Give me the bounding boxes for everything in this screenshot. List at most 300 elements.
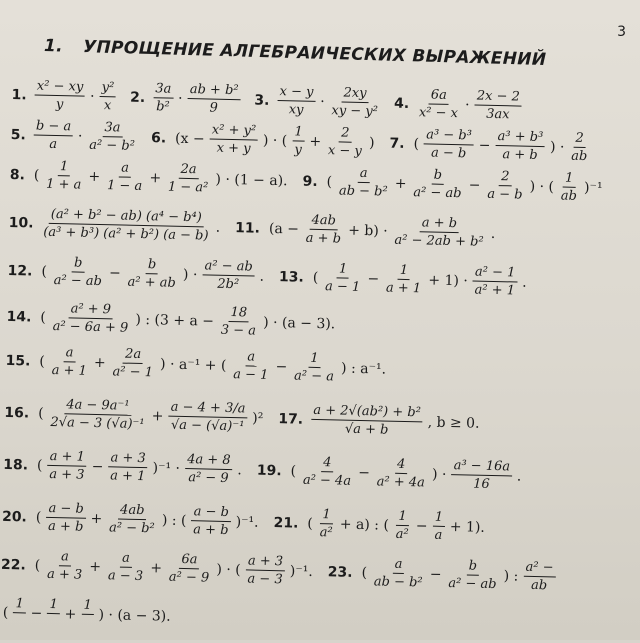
expression-text: − bbox=[30, 605, 43, 622]
fraction-numerator: a − 4 + 3/a bbox=[168, 400, 247, 419]
fraction-denominator: x bbox=[103, 98, 112, 114]
fraction bbox=[168, 400, 247, 435]
problem bbox=[8, 206, 223, 244]
fraction-denominator: 3ax bbox=[486, 106, 510, 123]
problem-number: 15. bbox=[5, 352, 31, 369]
fraction-numerator: 1 bbox=[320, 507, 333, 524]
fraction bbox=[311, 403, 423, 439]
problem-expression bbox=[0, 596, 174, 633]
fraction-denominator: 1 + a bbox=[45, 176, 82, 193]
fraction-numerator: a + 3 bbox=[246, 553, 286, 571]
expression-text: ) : ( bbox=[161, 512, 187, 529]
fraction-numerator: a bbox=[120, 551, 132, 568]
fraction-denominator: a² bbox=[395, 526, 409, 543]
expression-text: )² bbox=[252, 410, 264, 427]
problem bbox=[279, 260, 530, 299]
expression-text: + bbox=[394, 175, 407, 192]
fraction-numerator: 2xy bbox=[341, 85, 368, 103]
fraction bbox=[41, 207, 211, 244]
expression-text: − bbox=[358, 464, 371, 481]
fraction bbox=[47, 597, 60, 630]
fraction-numerator: a bbox=[64, 345, 76, 362]
fraction bbox=[99, 80, 116, 113]
expression-text: ( bbox=[413, 135, 420, 152]
fraction-denominator bbox=[83, 615, 92, 631]
fraction-numerator: 2a bbox=[123, 347, 143, 364]
fraction-numerator: 4a − 9a⁻¹ bbox=[64, 397, 132, 416]
problem-number: 8. bbox=[9, 166, 26, 183]
problem bbox=[278, 402, 483, 440]
expression-text: ) · ( bbox=[529, 178, 555, 195]
fraction bbox=[424, 127, 474, 161]
expression-text: ) · (1 − a). bbox=[215, 171, 288, 189]
fraction bbox=[304, 213, 344, 247]
problem bbox=[0, 596, 174, 633]
problem-expression bbox=[151, 81, 243, 116]
fraction-denominator: √a − (√a)⁻¹ bbox=[170, 417, 245, 435]
fraction bbox=[81, 598, 94, 631]
fraction bbox=[202, 258, 255, 292]
fraction-numerator: 1 bbox=[433, 510, 446, 527]
fraction bbox=[411, 167, 464, 201]
expression-text: · bbox=[177, 90, 183, 107]
problem-number: 13. bbox=[278, 268, 305, 286]
problem-expression bbox=[287, 454, 524, 492]
fraction-denominator: a² − 6a + 9 bbox=[52, 318, 129, 336]
fraction bbox=[191, 504, 231, 538]
fraction bbox=[13, 596, 26, 629]
expression-text: ( bbox=[33, 167, 40, 184]
expression-text: ) : a⁻¹. bbox=[340, 360, 387, 378]
fraction-denominator: ab bbox=[530, 577, 548, 594]
problem-number: 18. bbox=[3, 456, 29, 473]
problem-expression bbox=[266, 212, 499, 250]
expression-text: − bbox=[429, 566, 442, 583]
fraction-denominator: a² − a bbox=[293, 368, 335, 385]
fraction-denominator: 2√a − 3 (√a)⁻¹ bbox=[50, 414, 145, 433]
problem-row bbox=[11, 78, 536, 123]
expression-text: + bbox=[90, 510, 103, 527]
fraction-numerator: a bbox=[358, 166, 370, 183]
fraction-numerator: a + 2√(ab²) + b² bbox=[311, 403, 423, 423]
fraction bbox=[292, 350, 337, 384]
problem-number: 3. bbox=[254, 92, 270, 109]
fraction-denominator: a + 1 bbox=[385, 280, 422, 297]
problem bbox=[394, 87, 524, 123]
problem-expression bbox=[31, 549, 316, 588]
fraction-denominator: a − b bbox=[487, 186, 523, 203]
fraction bbox=[446, 558, 499, 592]
fraction-numerator: a² + 9 bbox=[68, 301, 113, 319]
fraction-denominator: y bbox=[55, 97, 64, 113]
expression-text: . bbox=[516, 468, 522, 485]
fraction-denominator: √a + b bbox=[344, 421, 389, 438]
expression-text: . bbox=[215, 219, 221, 236]
fraction bbox=[495, 129, 545, 163]
expression-text: . bbox=[522, 274, 527, 291]
fraction-denominator: a² − ab bbox=[413, 185, 462, 202]
fraction bbox=[48, 397, 147, 432]
fraction-numerator: a bbox=[245, 349, 257, 366]
expression-text: (a − bbox=[268, 220, 300, 238]
problem-expression bbox=[309, 403, 483, 440]
expression-text: + bbox=[149, 169, 162, 186]
fraction-denominator: 16 bbox=[473, 476, 490, 492]
fraction-numerator: 6a bbox=[429, 87, 449, 104]
problem-expression bbox=[36, 345, 389, 386]
chapter-title: УПРОЩЕНИЕ АЛГЕБРАИЧЕСКИХ ВЫРАЖЕНИЙ bbox=[82, 37, 547, 71]
fraction-denominator: a + 1 bbox=[51, 362, 88, 379]
fraction bbox=[187, 82, 241, 116]
fraction-numerator: 2 bbox=[499, 169, 512, 186]
problem-expression bbox=[32, 501, 261, 539]
fraction-denominator: a + b bbox=[193, 522, 229, 539]
problem-row bbox=[2, 500, 501, 544]
expression-text: (x − bbox=[174, 130, 205, 147]
fraction-numerator: 4a + 8 bbox=[185, 452, 233, 470]
expression-text: ( bbox=[2, 604, 9, 621]
fraction bbox=[432, 510, 445, 543]
fraction bbox=[474, 89, 522, 123]
problem-expression bbox=[415, 87, 524, 122]
fraction bbox=[47, 449, 87, 483]
fraction bbox=[219, 305, 259, 339]
expression-text: − bbox=[415, 517, 428, 535]
expression-text: )⁻¹ · bbox=[152, 459, 181, 477]
fraction-denominator bbox=[15, 613, 24, 629]
problem bbox=[4, 396, 267, 435]
fraction bbox=[52, 255, 105, 289]
fraction-denominator: a² − 4a bbox=[302, 472, 352, 489]
problem-number: 19. bbox=[256, 462, 282, 479]
fraction-denominator: a − b bbox=[430, 145, 467, 162]
problem-number: 14. bbox=[6, 308, 32, 325]
fraction bbox=[166, 162, 211, 196]
expression-text: ( bbox=[312, 269, 319, 286]
fraction-numerator: 6a bbox=[179, 552, 199, 569]
expression-text: + bbox=[150, 559, 163, 577]
problem-number: 23. bbox=[327, 563, 353, 581]
problem-row bbox=[7, 254, 542, 299]
fraction-numerator: y² bbox=[99, 80, 116, 97]
fraction-denominator: a² + 1 bbox=[474, 282, 516, 299]
fraction bbox=[323, 261, 363, 295]
fraction bbox=[110, 346, 155, 380]
fraction-denominator: ab − b² bbox=[338, 183, 388, 200]
fraction-numerator: b bbox=[432, 168, 445, 185]
problem bbox=[5, 344, 389, 386]
fraction-denominator: a² − 2ab + b² bbox=[394, 232, 484, 250]
fraction-numerator: 2 bbox=[573, 131, 586, 148]
fraction bbox=[394, 509, 412, 542]
problem bbox=[6, 300, 338, 341]
fraction bbox=[559, 170, 580, 203]
fraction-denominator: a² − ab bbox=[448, 576, 497, 593]
expression-text: − bbox=[275, 358, 288, 375]
fraction bbox=[277, 84, 316, 118]
problem bbox=[9, 158, 291, 197]
fraction bbox=[209, 123, 258, 157]
expression-text: ( bbox=[34, 557, 41, 574]
expression-text: + bbox=[89, 558, 102, 575]
fraction-numerator: 1 bbox=[563, 171, 576, 188]
fraction-numerator: a − b bbox=[191, 504, 231, 522]
problem bbox=[151, 121, 378, 159]
problem-row bbox=[6, 300, 350, 341]
problem-number: 4. bbox=[393, 95, 410, 112]
fraction-denominator: xy bbox=[288, 102, 304, 118]
problem bbox=[3, 448, 245, 486]
fraction-denominator: a² − 1 bbox=[112, 364, 154, 381]
problem bbox=[10, 118, 139, 154]
problem-expression bbox=[39, 207, 223, 244]
fraction bbox=[384, 263, 424, 297]
fraction bbox=[108, 450, 148, 484]
fraction bbox=[569, 131, 590, 164]
expression-text: · bbox=[464, 96, 470, 113]
problem-expression bbox=[34, 449, 246, 487]
fraction-denominator: a² + 4a bbox=[376, 474, 426, 491]
problem-expression bbox=[309, 261, 530, 299]
expression-text: ( bbox=[307, 515, 314, 532]
fraction bbox=[375, 456, 428, 490]
fraction-denominator: 9 bbox=[209, 100, 219, 116]
fraction bbox=[44, 159, 84, 193]
problem-row bbox=[9, 158, 617, 205]
expression-text: ( bbox=[290, 462, 297, 480]
problem-expression bbox=[323, 165, 606, 204]
expression-text: ) · ( bbox=[216, 561, 241, 578]
fraction-denominator: a² − b² bbox=[108, 520, 155, 537]
fraction bbox=[105, 160, 145, 194]
expression-text: + b) · bbox=[347, 222, 388, 240]
problem-number: 11. bbox=[234, 219, 261, 237]
problem bbox=[11, 78, 118, 113]
fraction-denominator: ab − b² bbox=[373, 574, 423, 591]
problem bbox=[273, 506, 488, 544]
fraction-numerator: a³ − b³ bbox=[424, 127, 474, 145]
expression-text: − bbox=[478, 137, 491, 154]
problem-number: 22. bbox=[0, 556, 26, 573]
fraction-numerator: a + b bbox=[420, 215, 460, 233]
page-number: 3 bbox=[617, 24, 626, 40]
fraction-denominator: a − 1 bbox=[324, 279, 361, 295]
problem-number: 5. bbox=[10, 126, 26, 143]
fraction-numerator: 3a bbox=[153, 81, 173, 98]
expression-text: ( bbox=[326, 173, 333, 190]
expression-text: ( bbox=[35, 509, 42, 526]
problem-row bbox=[3, 448, 537, 493]
fraction-denominator: x − y bbox=[327, 143, 363, 159]
fraction-numerator: 4 bbox=[321, 455, 334, 472]
problem bbox=[302, 165, 606, 205]
fraction-numerator: ab + b² bbox=[188, 82, 241, 100]
problem-list bbox=[0, 78, 640, 625]
fraction bbox=[472, 265, 517, 299]
fraction bbox=[326, 125, 365, 159]
problem-row bbox=[0, 596, 186, 633]
problem-expression bbox=[35, 397, 267, 435]
expression-text: ) · a⁻¹ + ( bbox=[159, 355, 227, 374]
problem-number: 7. bbox=[389, 135, 405, 152]
problem-number: 20. bbox=[1, 508, 28, 525]
expression-text: ( bbox=[361, 564, 368, 581]
problem-row bbox=[4, 396, 495, 440]
fraction bbox=[50, 301, 130, 336]
expression-text: + 1) · bbox=[428, 272, 468, 289]
fraction bbox=[45, 549, 85, 583]
fraction-denominator: a² bbox=[319, 525, 333, 541]
expression-text: + bbox=[64, 605, 77, 623]
fraction-numerator: 4ab bbox=[118, 503, 147, 521]
fraction-denominator: x + y bbox=[216, 140, 251, 157]
fraction bbox=[231, 349, 271, 383]
fraction-denominator: a bbox=[434, 527, 443, 543]
problem-expression bbox=[38, 255, 267, 293]
problem-expression bbox=[32, 78, 118, 113]
fraction-denominator: a − 3 bbox=[107, 568, 144, 585]
fraction-denominator: a + b bbox=[305, 230, 342, 247]
expression-text: + a) : ( bbox=[339, 516, 390, 534]
fraction-numerator: b bbox=[466, 558, 479, 575]
fraction-numerator: 1 bbox=[308, 351, 321, 368]
expression-text: ( bbox=[41, 263, 48, 280]
expression-text: + bbox=[88, 168, 101, 185]
problem-number: 21. bbox=[273, 514, 299, 532]
problem-expression bbox=[172, 122, 378, 160]
expression-text: ) : bbox=[503, 567, 519, 585]
fraction bbox=[372, 556, 426, 590]
fraction-denominator: 3 − a bbox=[220, 322, 257, 339]
fraction bbox=[46, 501, 86, 535]
problem-expression bbox=[30, 158, 290, 197]
fraction-numerator: 18 bbox=[228, 305, 249, 322]
fraction bbox=[34, 79, 85, 113]
fraction-numerator: 2a bbox=[178, 162, 198, 179]
fraction bbox=[107, 502, 157, 536]
expression-text: ( bbox=[39, 353, 46, 370]
problem bbox=[327, 555, 557, 593]
expression-text: ) · ( bbox=[262, 132, 288, 149]
fraction-numerator: a² − 1 bbox=[473, 265, 518, 283]
fraction-denominator: a² − b² bbox=[89, 137, 136, 154]
expression-text: + bbox=[151, 407, 164, 425]
problem-number: 12. bbox=[7, 262, 33, 280]
fraction-numerator: 3a bbox=[102, 120, 122, 137]
problem bbox=[7, 254, 267, 293]
fraction bbox=[301, 455, 354, 489]
expression-text: + bbox=[93, 354, 106, 371]
fraction bbox=[49, 345, 89, 379]
problem-number: 1. bbox=[11, 86, 27, 103]
problem-row bbox=[10, 118, 604, 164]
fraction-numerator: (a² + b² − ab) (a⁴ − b⁴) bbox=[49, 207, 204, 228]
fraction bbox=[87, 120, 137, 154]
expression-text: . bbox=[490, 225, 496, 242]
fraction-denominator: a² − 9 bbox=[188, 470, 229, 487]
fraction-denominator: 1 − a bbox=[106, 178, 143, 194]
fraction-denominator: a − 1 bbox=[233, 367, 269, 383]
fraction-denominator: a + 3 bbox=[46, 566, 83, 583]
expression-text: · bbox=[320, 93, 325, 110]
fraction bbox=[337, 165, 391, 199]
expression-text: − bbox=[468, 176, 481, 194]
expression-text: )⁻¹ bbox=[583, 179, 603, 196]
fraction-denominator: a² − ab bbox=[53, 273, 103, 290]
fraction bbox=[125, 257, 178, 291]
fraction-denominator: y bbox=[294, 142, 302, 158]
fraction-numerator: a bbox=[119, 160, 131, 177]
fraction bbox=[33, 119, 73, 153]
fraction bbox=[485, 169, 525, 203]
fraction-numerator: x − y bbox=[277, 84, 315, 102]
fraction-denominator: ab bbox=[560, 188, 578, 204]
problem-expression bbox=[31, 118, 139, 153]
problem bbox=[389, 127, 592, 165]
expression-text: ) : (3 + a − bbox=[135, 311, 215, 330]
fraction-numerator: b − a bbox=[34, 119, 74, 137]
expression-text: − bbox=[91, 458, 104, 475]
problem bbox=[256, 454, 524, 493]
fraction-denominator: a + 1 bbox=[110, 468, 146, 485]
fraction-denominator: a − 3 bbox=[247, 571, 283, 588]
fraction-denominator: a + b bbox=[502, 147, 538, 163]
expression-text: ) · bbox=[431, 466, 447, 483]
fraction-numerator: a + 1 bbox=[47, 449, 87, 467]
fraction bbox=[329, 85, 380, 119]
fraction-numerator: a² − ab bbox=[202, 258, 255, 276]
fraction-denominator: b² bbox=[155, 99, 170, 115]
fraction-numerator: x² + y² bbox=[210, 123, 259, 141]
fraction-denominator: x² − x bbox=[418, 105, 459, 122]
fraction-numerator: a − b bbox=[46, 501, 86, 519]
fraction-denominator: a + b bbox=[47, 518, 84, 535]
problem-number: 6. bbox=[150, 129, 167, 147]
problem-expression bbox=[275, 84, 382, 119]
fraction-numerator: a³ + b³ bbox=[495, 129, 545, 147]
expression-text: − bbox=[108, 264, 122, 282]
problem-number: 10. bbox=[8, 214, 34, 232]
fraction-numerator: 1 bbox=[292, 124, 305, 141]
fraction bbox=[523, 560, 556, 594]
chapter-number: 1. bbox=[43, 36, 64, 57]
expression-text: ( bbox=[40, 309, 47, 326]
expression-text: + 1). bbox=[449, 518, 486, 536]
fraction bbox=[451, 458, 512, 492]
fraction-numerator: 2 bbox=[339, 125, 352, 142]
fraction-numerator: 4ab bbox=[309, 213, 338, 231]
fraction-denominator: xy − y² bbox=[331, 103, 379, 120]
problem-expression bbox=[304, 507, 488, 544]
fraction-denominator: a² − 9 bbox=[168, 569, 210, 586]
problem-expression bbox=[37, 301, 339, 341]
fraction-denominator: (a³ + b³) (a² + b²) (a − b) bbox=[43, 224, 209, 244]
expression-text: ( bbox=[38, 405, 44, 422]
fraction bbox=[106, 550, 146, 584]
expression-text: )⁻¹. bbox=[235, 513, 259, 531]
fraction-numerator: b bbox=[72, 255, 85, 272]
fraction-numerator: 1 bbox=[81, 598, 94, 615]
fraction-denominator: a² + ab bbox=[127, 274, 176, 291]
problem-row bbox=[5, 344, 401, 386]
expression-text: )⁻¹. bbox=[289, 562, 313, 580]
fraction-numerator: 2x − 2 bbox=[475, 89, 522, 107]
problem-number: 2. bbox=[129, 89, 146, 106]
fraction-numerator: 1 bbox=[396, 509, 409, 526]
chapter-heading bbox=[44, 36, 547, 70]
expression-text: , b ≥ 0. bbox=[427, 414, 480, 432]
fraction-denominator: a bbox=[49, 136, 58, 153]
